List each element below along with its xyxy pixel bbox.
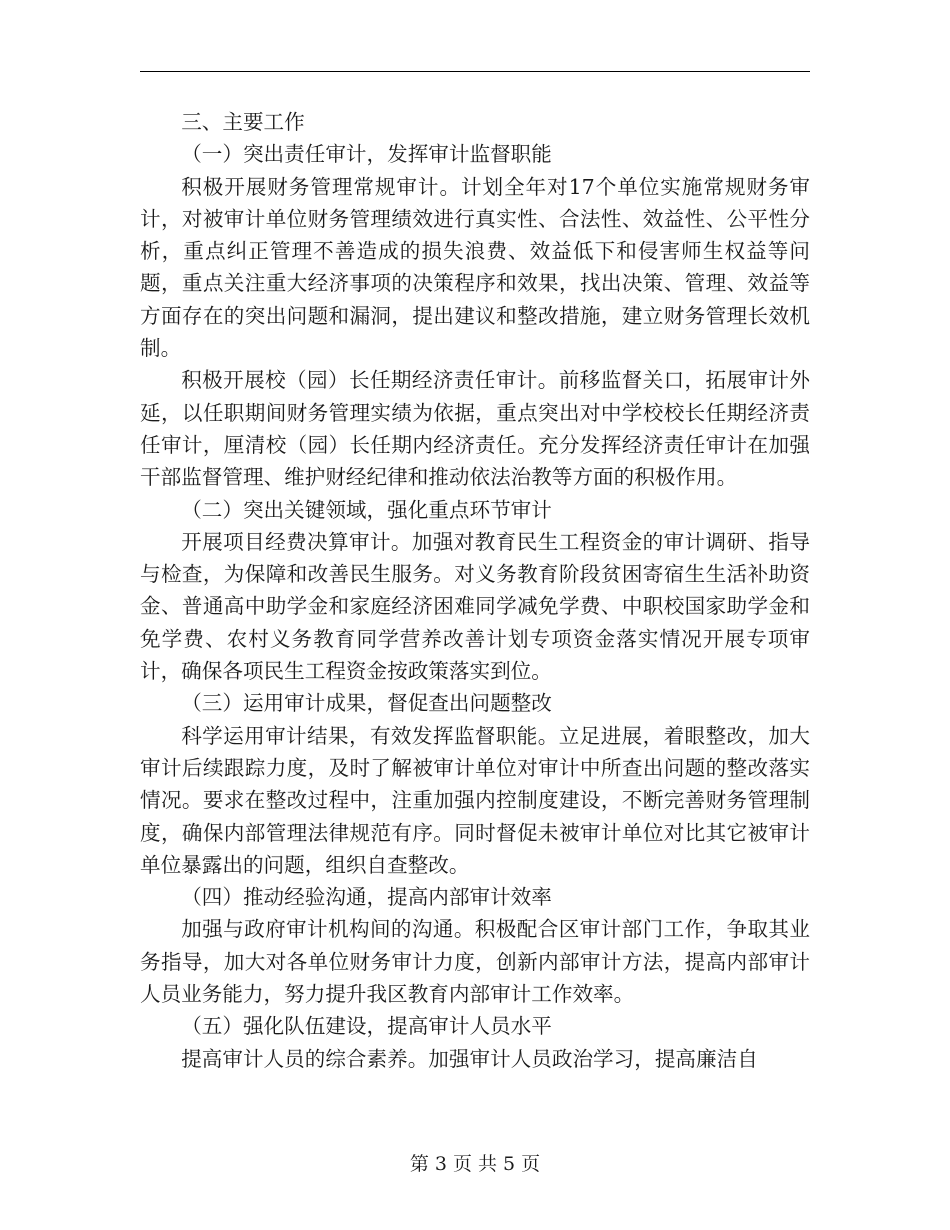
paragraph: 提高审计人员的综合素养。加强审计人员政治学习，提高廉洁自 bbox=[181, 1046, 758, 1071]
subsection-heading: （一）突出责任审计，发挥审计监督职能 bbox=[181, 142, 552, 167]
document-body bbox=[140, 106, 810, 1075]
paragraph: 加强与政府审计机构间的沟通。积极配合区审计部门工作，争取其业务指导，加大对各单位财务审计力度，创新内部审计方法，提高内部审计人员业务能力，努力提升我区教育内部审计工作效率。 bbox=[140, 917, 810, 1007]
page-number: 第 3 页 共 5 页 bbox=[409, 1153, 541, 1175]
section-heading: 三、主要工作 bbox=[181, 110, 305, 134]
subsection-heading: （二）突出关键领域，强化重点环节审计 bbox=[181, 497, 552, 522]
subsection-heading: （三）运用审计成果，督促查出问题整改 bbox=[181, 691, 552, 716]
paragraph: 开展项目经费决算审计。加强对教育民生工程资金的审计调研、指导与检查，为保障和改善民生服务。对义务教育阶段贫困寄宿生生活补助资金、普通高中助学金和家庭经济困难同学减免学费、中职校国家助学金和免学费、农村义务教育同学营养改善计划专项资金落实情况开展专项审计，确保各项民生工程资金按政策落实到位。 bbox=[140, 529, 810, 684]
subsection-heading: （五）强化队伍建设，提高审计人员水平 bbox=[181, 1014, 552, 1039]
header-rule bbox=[140, 71, 810, 72]
paragraph: 积极开展财务管理常规审计。计划全年对17个单位实施常规财务审计，对被审计单位财务管理绩效进行真实性、合法性、效益性、公平性分析，重点纠正管理不善造成的损失浪费、效益低下和侵害师生权益等问题，重点关注重大经济事项的决策程序和效果，找出决策、管理、效益等方面存在的突出问题和漏洞，提出建议和整改措施，建立财务管理长效机制。 bbox=[140, 174, 810, 361]
paragraph: 积极开展校（园）长任期经济责任审计。前移监督关口，拓展审计外延，以任职期间财务管理实绩为依据，重点突出对中学校校长任期经济责任审计，厘清校（园）长任期内经济责任。充分发挥经济责任审计在加强干部监督管理、维护财经纪律和推动依法治教等方面的积极作用。 bbox=[140, 368, 810, 490]
subsection-heading: （四）推动经验沟通，提高内部审计效率 bbox=[181, 885, 552, 910]
paragraph: 科学运用审计结果，有效发挥监督职能。立足进展，着眼整改，加大审计后续跟踪力度，及时了解被审计单位对审计中所查出问题的整改落实情况。要求在整改过程中，注重加强内控制度建设，不断完善财务管理制度，确保内部管理法律规范有序。同时督促未被审计单位对比其它被审计单位暴露出的问题，组织自查整改。 bbox=[140, 723, 810, 877]
